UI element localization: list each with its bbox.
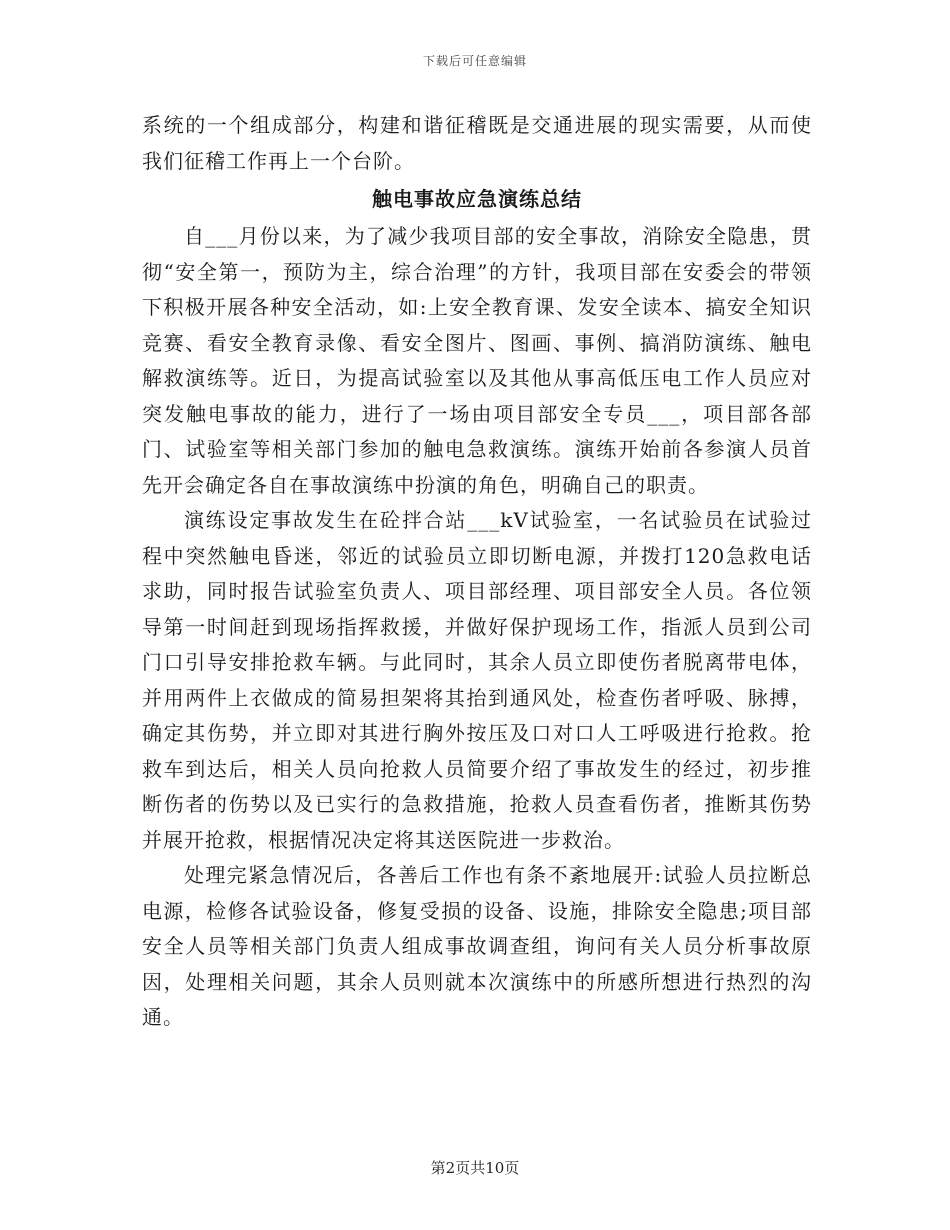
body-paragraph-1: 自___月份以来，为了减少我项目部的安全事故，消除安全隐患，贯彻“安全第一，预防为主，综合治理”的方针，我项目部在安委会的带领下积极开展各种安全活动，如:上安全教育课、发安全读本、搞安全知识竞赛、看安全教育录像、看安全图片、图画、事例、搞消防演练、触电解救演练等。近日，为提高试验室以及其他从事高低压电工作人员应对突发触电事故的能力，进行了一场由项目部安全专员___，项目部各部门、试验室等相关部门参加的触电急救演练。演练开始前各参演人员首先开会确定各自在事故演练中扮演的角色，明确自己的职责。 (142, 224, 812, 497)
document-body (142, 108, 812, 1036)
body-paragraph-3: 处理完紧急情况后，各善后工作也有条不紊地展开:试验人员拉断总电源，检修各试验设备，修复受损的设备、设施，排除安全隐患;项目部安全人员等相关部门负责人组成事故调查组，询问有关人员分析事故原因，处理相关问题，其余人员则就本次演练中的所感所想进行热烈的沟通。 (142, 863, 812, 1029)
document-title: 触电事故应急演练总结 (372, 187, 582, 211)
header-note: 下载后可任意编辑 (422, 54, 527, 68)
continuation-paragraph: 系统的一个组成部分，构建和谐征稽既是交通进展的现实需要，从而使我们征稽工作再上一个台阶。 (142, 113, 812, 173)
body-paragraph-2: 演练设定事故发生在砼拌合站___kV试验室，一名试验员在试验过程中突然触电昏迷，邻近的试验员立即切断电源，并拨打120急救电话求助，同时报告试验室负责人、项目部经理、项目部安全人员。各位领导第一时间赶到现场指挥救援，并做好保护现场工作，指派人员到公司门口引导安排抢救车辆。与此同时，其余人员立即使伤者脱离带电体，并用两件上衣做成的简易担架将其抬到通风处，检查伤者呼吸、脉搏，确定其伤势，并立即对其进行胸外按压及口对口人工呼吸进行抢救。抢救车到达后，相关人员向抢救人员简要介绍了事故发生的经过，初步推断伤者的伤势以及已实行的急救措施，抢救人员查看伤者，推断其伤势并展开抢救，根据情况决定将其送医院进一步救治。 (142, 508, 812, 852)
page-number: 第2页共10页 (430, 1159, 520, 1177)
